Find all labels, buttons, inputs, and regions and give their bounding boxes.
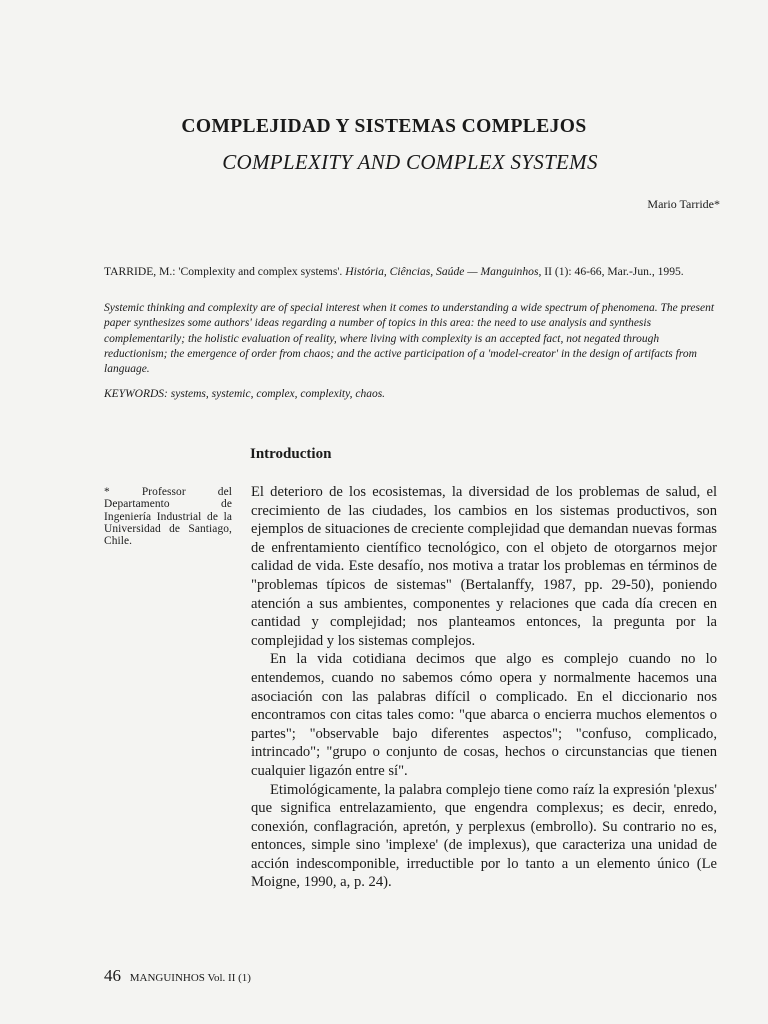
citation-suffix: II (1): 46-66, Mar.-Jun., 1995. bbox=[541, 265, 684, 278]
citation-prefix: TARRIDE, M.: 'Complexity and complex systems'. bbox=[104, 265, 346, 278]
section-heading: Introduction bbox=[250, 446, 332, 462]
citation bbox=[104, 264, 716, 279]
page-footer bbox=[104, 966, 251, 986]
paragraph-1: El deterioro de los ecosistemas, la diversidad de los problemas de salud, el crecimiento de las ciudades, los cambios en los sistemas productivos, son ejemplos de situaciones de creciente complejidad que demandan nuevas formas de enfrentamiento científico tecnológico, con el objeto de otorgarnos mejor calidad de vida. Este desafío, nos motiva a tratar los problemas en términos de "problemas típicos de sistemas" (Bertalanffy, 1987, pp. 29-50), poniendo atención a sus ambientes, componentes y relaciones que cada día crecen en cantidad y complejidad; nos planteamos entonces, la pregunta por la complejidad y los sistemas complejos. bbox=[251, 484, 717, 649]
paper-title: COMPLEJIDAD Y SISTEMAS COMPLEJOS bbox=[181, 116, 587, 137]
author-name: Mario Tarride* bbox=[647, 197, 720, 211]
page-number: 46 bbox=[104, 966, 121, 985]
paper-subtitle: COMPLEXITY AND COMPLEX SYSTEMS bbox=[222, 150, 598, 174]
body-text bbox=[251, 483, 717, 892]
citation-journal: História, Ciências, Saúde — Manguinhos, bbox=[345, 265, 542, 278]
author-footnote: * Professor del Departamento de Ingeniería Industrial de la Universidad de Santiago, Chile. bbox=[104, 486, 232, 548]
abstract: Systemic thinking and complexity are of special interest when it comes to understanding a wide spectrum of phenomena. The present paper synthesizes some authors' ideas regarding a number of topics in this area: the need to use analysis and synthesis complementarily; the holistic evaluation of reality, where living with complexity is an accepted fact, not negated through reductionism; the emergence of order from chaos; and the active participation of a 'model-creator' in the design of artifacts from language. bbox=[104, 302, 715, 376]
footer-journal: MANGUINHOS Vol. II (1) bbox=[129, 972, 251, 984]
paragraph-3: Etimológicamente, la palabra complejo tiene como raíz la expresión 'plexus' que significa entrelazamiento, que engendra complexus; es decir, enredo, conexión, conflagración, apretón, y perplexus (embrollo). Su contrario no es, entonces, simple sino 'implexe' (de implexus), que caracteriza una unidad de acción indescomponible, irreductible por lo tanto a un elemento único (Le Moigne, 1990, a, p. 24). bbox=[251, 781, 717, 891]
paragraph-2: En la vida cotidiana decimos que algo es complejo cuando no lo entendemos, cuando no sabemos cómo opera y normalmente hacemos una asociación con las palabras difícil o complicado. En el diccionario nos encontramos con citas tales como: "que abarca o encierra muchos elementos o partes"; "observable bajo diferentes aspectos"; "confuso, complicado, intrincado"; "grupo o conjunto de cosas, hechos o circunstancias que tienen cualquier ligazón entre sí". bbox=[251, 651, 717, 779]
keywords: KEYWORDS: systems, systemic, complex, complexity, chaos. bbox=[104, 388, 386, 400]
